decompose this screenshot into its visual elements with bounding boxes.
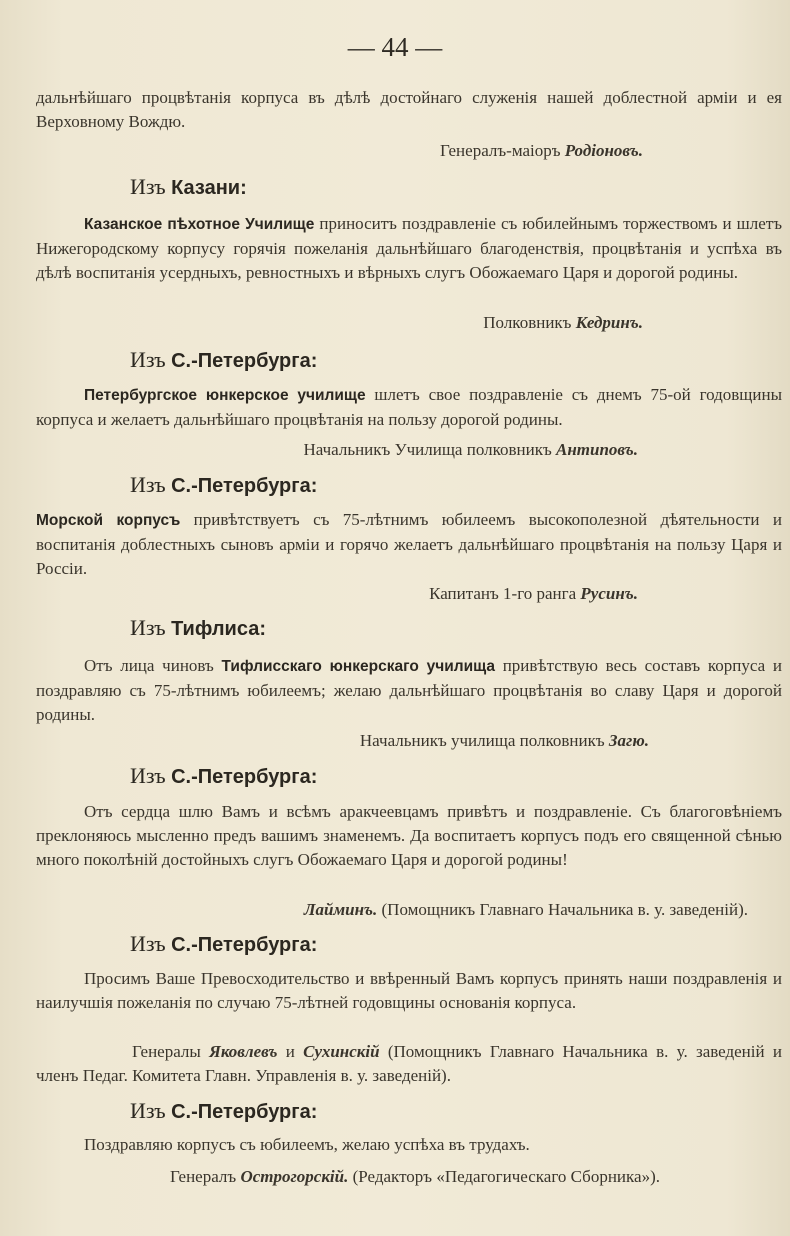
section-heading [130, 346, 317, 375]
heading-prefix: Изъ [130, 174, 166, 199]
signature-name: Кедринъ. [575, 313, 643, 332]
heading-place: С.-Петербурга: [171, 350, 318, 372]
signature-name: Родіоновъ. [564, 141, 643, 160]
signature-title: Генералъ [170, 1167, 241, 1186]
section-text: привѣтствую весь составъ корпуса и поздравляю съ 75-лѣтнимъ юбилеемъ; желаю дальнѣйшаго процвѣтанія во славу Царя и дорогой родины. [36, 656, 782, 724]
signature-title-suffix: (Редакторъ «Педагогическаго Сборника»). [348, 1167, 660, 1186]
intro-signature [36, 139, 643, 163]
signature-name: Лайминъ. [303, 900, 378, 919]
section-signature [36, 311, 643, 335]
signature-name: Яковлевъ [209, 1042, 278, 1061]
heading-place: Тифлиса: [171, 618, 266, 640]
institution-name: Петербургское юнкерское училище [84, 387, 366, 404]
intro-block [36, 86, 782, 134]
heading-prefix: Изъ [130, 763, 166, 788]
section-body [36, 967, 782, 1015]
section-text: привѣтствуетъ съ 75-лѣтнимъ юбилеемъ высокополезной дѣятельности и воспитанія доблестныхъ сыновъ арміи и горячо желаетъ дальнѣйшаго процвѣтанія на пользу Царя и Россіи. [36, 510, 782, 578]
section-signature [36, 729, 649, 753]
section-text: Просимъ Ваше Превосходительство и ввѣренный Вамъ корпусъ принять наши поздравленія и наилучшія пожеланія по случаю 75-лѣтней годовщины основанія корпуса. [36, 969, 782, 1012]
signature-title: Генералы [132, 1042, 210, 1061]
section-body [36, 383, 782, 432]
institution-name: Тифлисскаго юнкерскаго училища [221, 658, 495, 675]
section-heading [130, 930, 317, 959]
section-body [36, 800, 782, 872]
signature-name: Антиповъ. [556, 440, 638, 459]
page-number: — 44 — [347, 32, 443, 62]
section-heading [130, 762, 317, 791]
heading-place: С.-Петербурга: [171, 1101, 318, 1123]
section-body [36, 212, 782, 285]
institution-name: Морской корпусъ [36, 512, 181, 529]
heading-place: Казани: [171, 177, 247, 199]
signature-title: Генералъ-маіоръ [439, 141, 561, 160]
section-text: приноситъ поздравленіе съ юбилейнымъ торжествомъ и шлетъ Нижегородскому корпусу горячія пожеланія дальнѣйшаго благоденствія, процвѣтанія и успѣха въ дѣлѣ воспитанія усердныхъ, ревностныхъ и вѣрныхъ слугъ Обожаемаго Царя и дорогой родины. [36, 214, 782, 282]
section-signature [36, 898, 748, 922]
section-signature [36, 1165, 782, 1189]
heading-prefix: Изъ [130, 347, 166, 372]
section-signature [36, 438, 638, 462]
section-heading [130, 1097, 317, 1126]
signature-title: (Помощникъ Главнаго Начальника в. у. заведеній). [377, 900, 748, 919]
signature-title: Начальникъ училища полковникъ [359, 731, 605, 750]
institution-name: Казанское пѣхотное Училище [84, 216, 315, 233]
heading-prefix: Изъ [130, 615, 166, 640]
section-text: Поздравляю корпусъ съ юбилеемъ, желаю успѣха въ трудахъ. [84, 1135, 530, 1154]
heading-place: С.-Петербурга: [171, 934, 318, 956]
signature-title-suffix: (Помощникъ Главнаго Начальника в. у. заведеній и членъ Педаг. Комитета Главн. Управленія в. у. заведеній). [36, 1042, 782, 1085]
section-heading [130, 614, 266, 643]
section-text: Отъ сердца шлю Вамъ и всѣмъ аракчеевцамъ привѣтъ и поздравленіе. Съ благоговѣніемъ преклоняюсь мысленно предъ вашимъ знаменемъ. Да воспитаетъ корпусъ подъ его священной сѣнью много поколѣній достойныхъ слугъ Обожаемаго Царя и дорогой родины! [36, 802, 782, 869]
heading-place: С.-Петербурга: [171, 475, 318, 497]
signature-name-second: Сухинскій [303, 1042, 380, 1061]
signature-conjunction: и [277, 1042, 304, 1061]
signature-name: Загю. [608, 731, 649, 750]
section-text: шлетъ свое поздравленіе съ днемъ 75-ой годовщины корпуса и желаетъ дальнѣйшаго процвѣтанія на пользу дорогой родины. [36, 385, 783, 429]
section-lead: Отъ лица чиновъ [84, 656, 222, 675]
section-body [36, 1133, 782, 1157]
signature-title: Начальникъ Училища полковникъ [303, 440, 552, 459]
section-body [36, 508, 782, 581]
intro-paragraph: дальнѣйшаго процвѣтанія корпуса въ дѣлѣ достойнаго служенія нашей доблестной арміи и ея Верховному Вождю. [36, 88, 782, 131]
signature-title: Полковникъ [483, 313, 572, 332]
signature-name: Острогорскій. [240, 1167, 349, 1186]
signature-name: Русинъ. [580, 584, 638, 603]
heading-prefix: Изъ [130, 1098, 166, 1123]
section-signature [36, 582, 638, 606]
section-heading [130, 173, 247, 202]
section-body [36, 654, 782, 727]
section-heading [130, 471, 317, 500]
heading-prefix: Изъ [130, 931, 166, 956]
signature-title: Капитанъ 1-го ранга [429, 584, 577, 603]
heading-prefix: Изъ [130, 472, 166, 497]
section-signature [36, 1040, 782, 1088]
heading-place: С.-Петербурга: [171, 766, 318, 788]
